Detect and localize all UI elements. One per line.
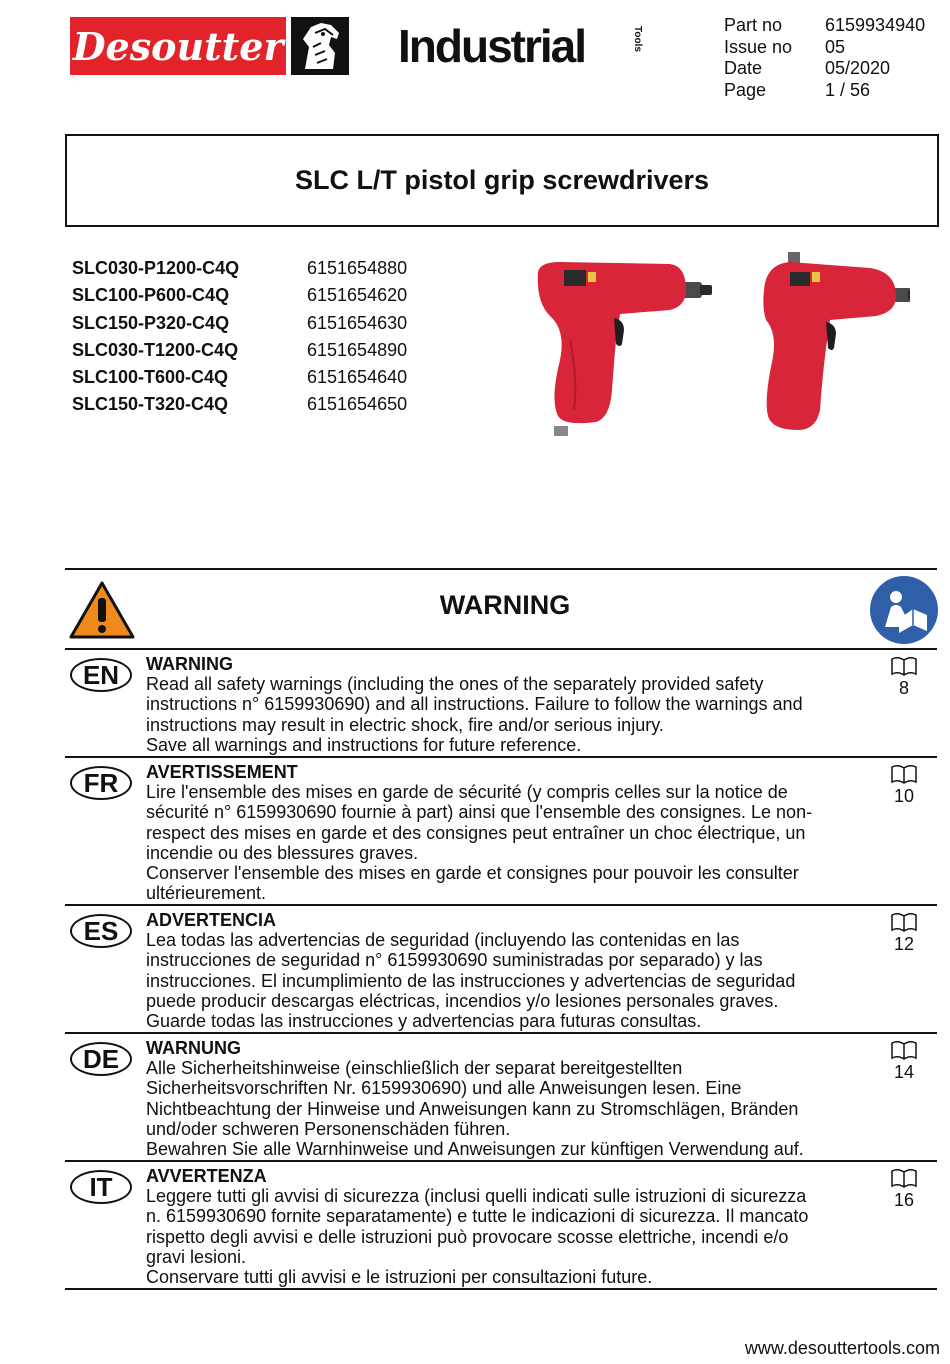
divider (65, 568, 937, 570)
text-line: instructions n° 6159930690) and all instructions. Failure to follow the warnings and (146, 694, 803, 715)
divider (65, 1288, 937, 1290)
text-line: Bewahren Sie alle Warnhinweise und Anweisungen zur künftigen Verwendung auf. (146, 1139, 804, 1160)
page-reference[interactable] (877, 1168, 931, 1211)
language-section-fr (65, 760, 937, 902)
divider (65, 756, 937, 758)
product-list (72, 257, 407, 421)
product-model: SLC030-P1200-C4Q (72, 258, 240, 278)
language-section-it (65, 1164, 937, 1286)
text-line: instrucciones. El incumplimiento de las instrucciones y advertencias de seguridad (146, 970, 796, 991)
text-line: respect des mises en garde et des consignes peut entraîner un choc électrique, un (146, 822, 806, 843)
warning-triangle-icon (68, 580, 136, 640)
text-line: gravi lesioni. (146, 1246, 247, 1267)
document-meta (724, 15, 925, 101)
divider (65, 1160, 937, 1162)
product-model: SLC150-P320-C4Q (72, 312, 230, 333)
meta-row: Issue no 05 (724, 36, 846, 57)
text-line: puede producir descargas eléctricas, incendios y/o lesiones personales graves. (146, 990, 779, 1011)
text-line: Nichtbeachtung der Hinweise und Anweisungen kann zu Stromschlägen, Bränden (146, 1098, 799, 1119)
product-part-number: 6151654630 (307, 312, 408, 333)
language-text (146, 762, 856, 903)
divider (65, 904, 937, 906)
language-badge: FR (70, 766, 132, 800)
language-section-de (65, 1036, 937, 1158)
text-line: Alle Sicherheitshinweise (einschließlich der separat bereitgestellten (146, 1058, 683, 1079)
text-line: n. 6159930690 fornite separatamente) e tutte le indicazioni di sicurezza. Il mancato (146, 1206, 809, 1227)
book-icon (891, 1040, 917, 1060)
section-heading: AVVERTENZA (146, 1166, 267, 1186)
desoutter-logo: Desoutter (70, 17, 286, 75)
section-heading: AVERTISSEMENT (146, 762, 298, 782)
book-icon (891, 912, 917, 932)
product-row (72, 366, 407, 393)
language-badge: DE (70, 1042, 132, 1076)
read-manual-icon (869, 575, 939, 645)
text-line: Conservare tutti gli avvisi e le istruzioni per consultazioni future. (146, 1267, 653, 1288)
meta-row: Date 05/2020 (724, 58, 891, 78)
text-line: Save all warnings and instructions for future reference. (146, 734, 582, 755)
language-badge: IT (70, 1170, 132, 1204)
product-row (72, 257, 407, 284)
language-badge: EN (70, 658, 132, 692)
product-part-number: 6151654650 (307, 394, 408, 415)
product-row (72, 339, 407, 366)
page-number: 14 (893, 1062, 915, 1082)
product-model: SLC100-P600-C4Q (72, 285, 230, 306)
language-text (146, 1038, 856, 1159)
text-line: rispetto degli avvisi e delle istruzioni può provocare scosse elettriche, incendi e/o (146, 1226, 789, 1247)
warning-title: WARNING (439, 590, 571, 620)
product-part-number: 6151654880 (307, 258, 408, 278)
page-reference[interactable] (877, 764, 931, 807)
page-reference[interactable] (877, 1040, 931, 1083)
text-line: Sicherheitsvorschriften Nr. 6159930690) und alle Anweisungen lesen. Eine (146, 1078, 742, 1099)
product-part-number: 6151654640 (307, 367, 408, 388)
product-model: SLC150-T320-C4Q (72, 394, 229, 415)
text-line: Read all safety warnings (including the ones of the separately provided safety (146, 674, 764, 695)
section-heading: WARNING (146, 654, 233, 674)
horse-head-logo-icon (291, 17, 349, 75)
page-number: 10 (893, 786, 915, 806)
meta-row: Part no 6159934940 (724, 15, 926, 35)
text-line: Lire l'ensemble des mises en garde de sécurité (y compris celles sur la notice de (146, 782, 788, 803)
section-heading: WARNUNG (146, 1038, 241, 1058)
product-row (72, 284, 407, 311)
page-number: 16 (893, 1190, 915, 1210)
book-icon (891, 764, 917, 784)
text-line: Leggere tutti gli avvisi di sicurezza (inclusi quelli indicati sulle istruzioni di sicurezza (146, 1186, 807, 1207)
document-title: SLC L/T pistol grip screwdrivers (65, 134, 939, 227)
language-text (146, 1166, 856, 1287)
brand-industrial: Industrial (398, 20, 586, 72)
meta-row: Page 1 / 56 (724, 79, 871, 100)
language-section-es (65, 908, 937, 1030)
text-line: Conserver l'ensemble des mises en garde et consignes pour pouvoir les consulter (146, 863, 799, 884)
page-number: 12 (893, 934, 915, 954)
page-number: 8 (898, 678, 909, 698)
divider (65, 648, 937, 650)
website-link[interactable]: www.desouttertools.com (744, 1338, 940, 1358)
product-model: SLC100-T600-C4Q (72, 367, 229, 388)
text-line: sécurité n° 6159930690 fournie à part) ainsi que l'ensemble des consignes. Le non- (146, 802, 813, 823)
text-line: incendie ou des blessures graves. (146, 842, 419, 863)
section-heading: ADVERTENCIA (146, 910, 277, 930)
language-section-en (65, 652, 937, 754)
page-reference[interactable] (877, 912, 931, 955)
book-icon (891, 656, 917, 676)
tool-images (520, 250, 910, 450)
brand-tools: Tools (632, 26, 643, 52)
product-row (72, 312, 407, 339)
product-part-number: 6151654890 (307, 339, 408, 360)
book-icon (891, 1168, 917, 1188)
text-line: ultérieurement. (146, 883, 267, 904)
product-model: SLC030-T1200-C4Q (72, 339, 239, 360)
product-part-number: 6151654620 (307, 285, 408, 306)
language-text (146, 910, 856, 1031)
text-line: Guarde todas las instrucciones y advertencias para futuras consultas. (146, 1011, 702, 1032)
product-row (72, 393, 407, 420)
language-badge: ES (70, 914, 132, 948)
page-reference[interactable] (877, 656, 931, 699)
text-line: Lea todas las advertencias de seguridad (incluyendo las contenidas en las (146, 930, 740, 951)
text-line: instrucciones de seguridad n° 6159930690 suministradas por separado) y las (146, 950, 763, 971)
pistol-screwdriver-image (520, 250, 910, 450)
text-line: und/oder schweren Personenschäden führen. (146, 1118, 511, 1139)
text-line: instructions may result in electric shock, fire and/or serious injury. (146, 714, 664, 735)
language-text (146, 654, 856, 755)
divider (65, 1032, 937, 1034)
